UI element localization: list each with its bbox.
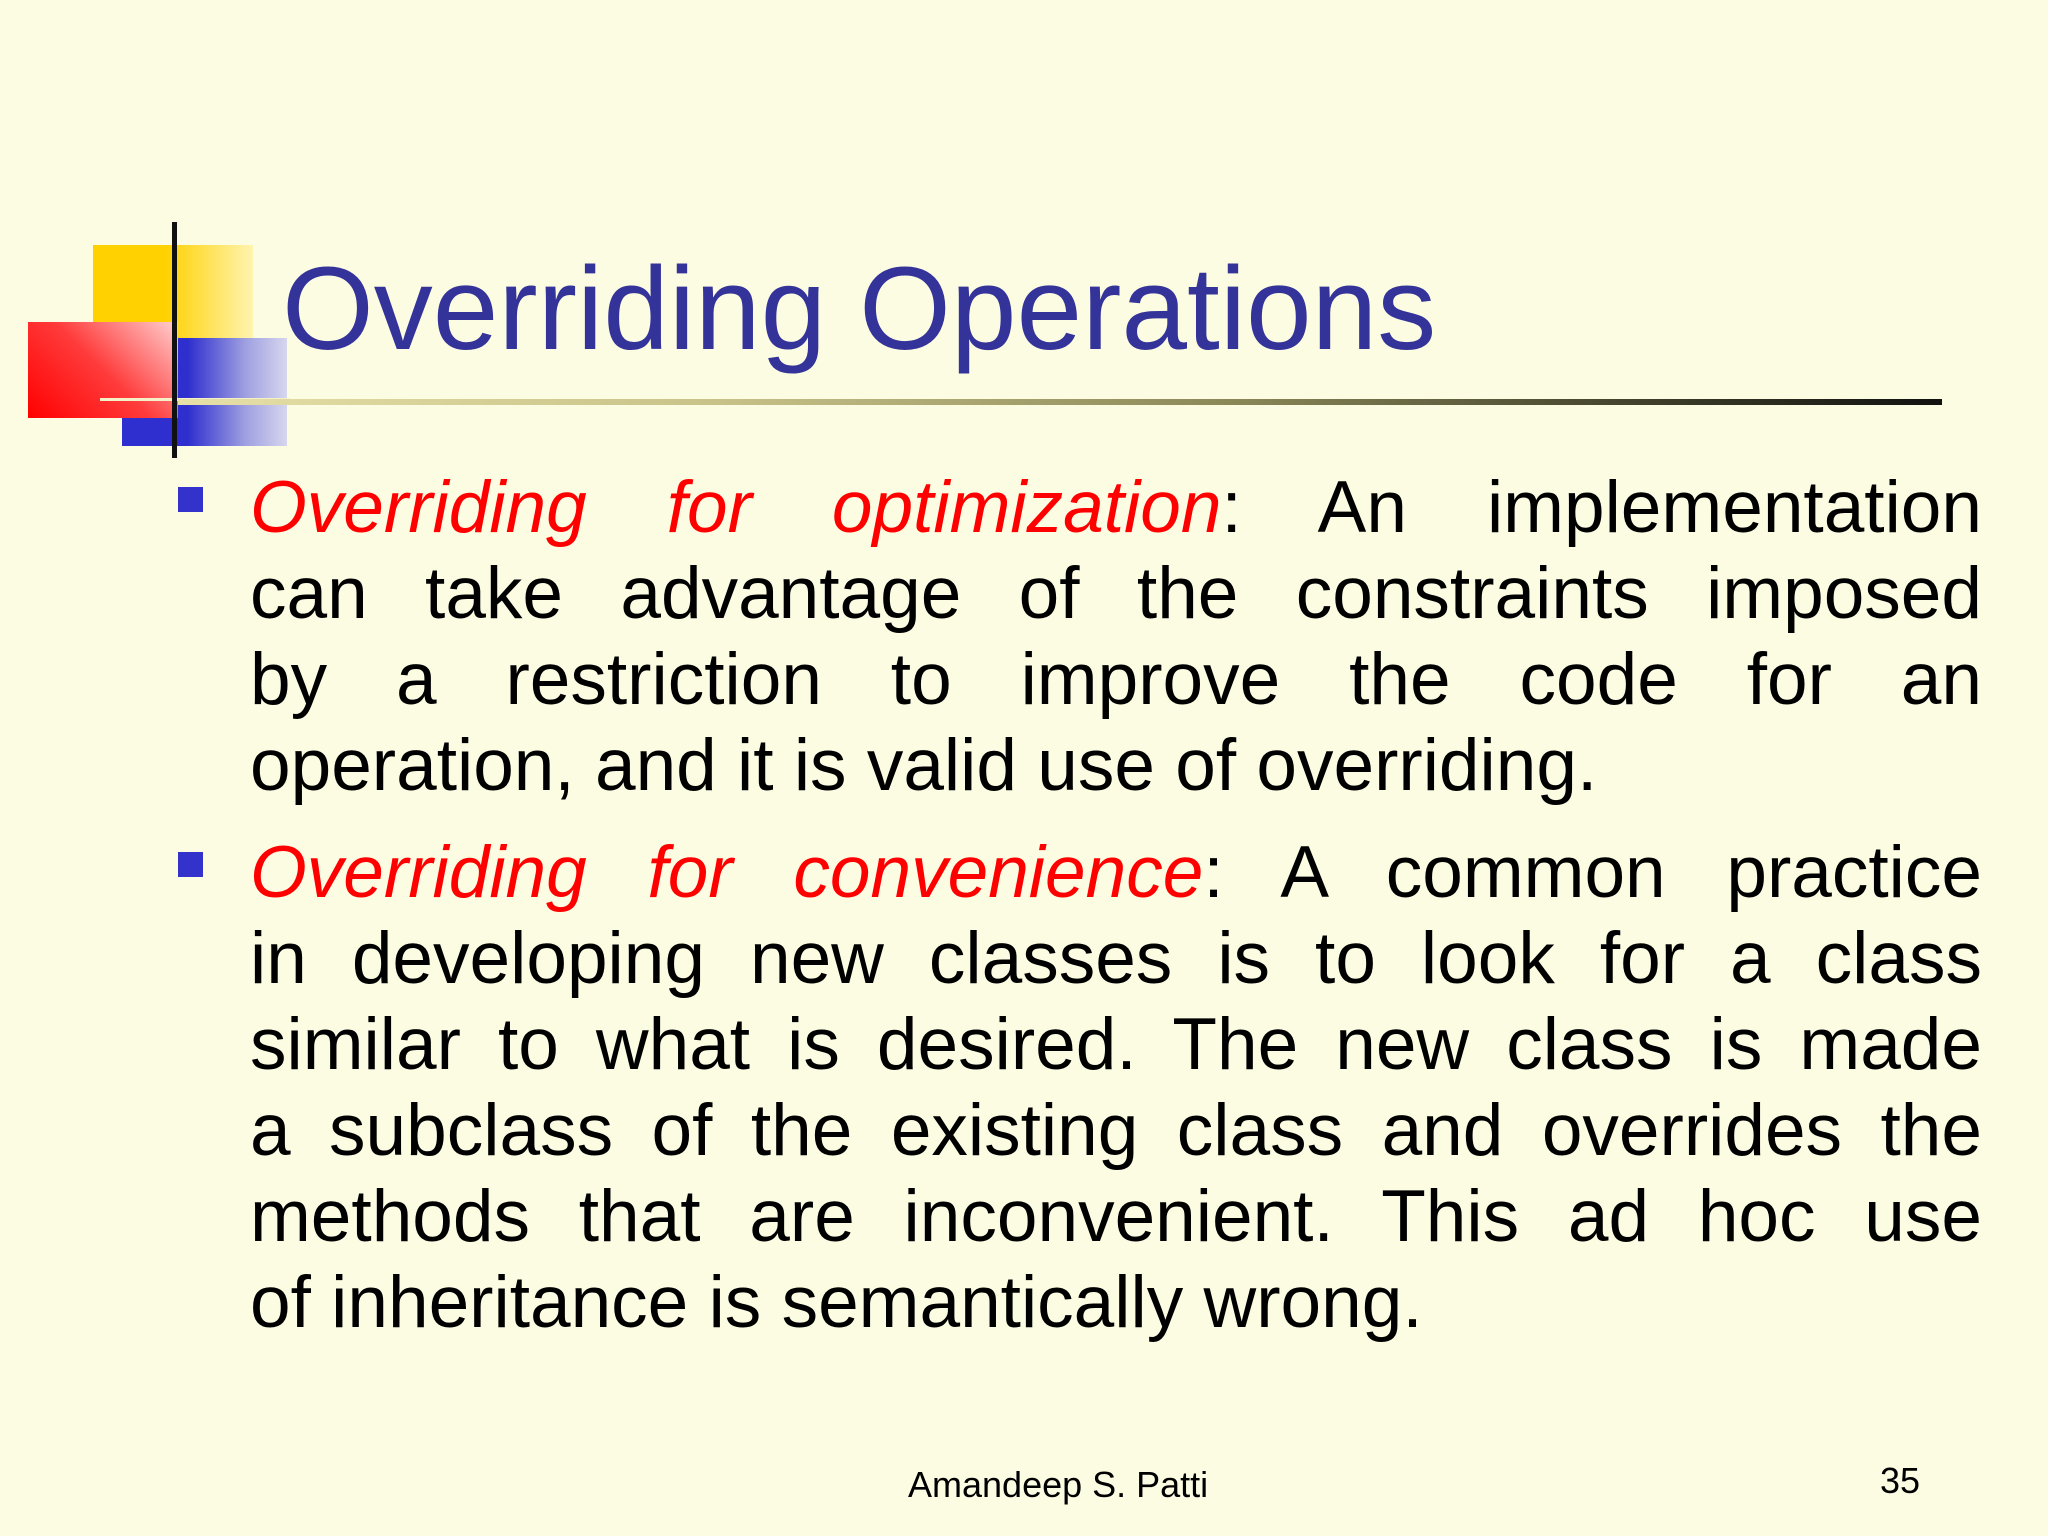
bullet-line: operation, and it is valid use of overriding. [250,725,1598,806]
bullet-line: methods that are inconvenient. This ad hoc use [250,1176,1982,1257]
bullet-line: of inheritance is semantically wrong. [250,1262,1423,1343]
slide-title: Overriding Operations [282,243,1437,375]
bullet-line [250,465,1982,551]
bullet-line: can take advantage of the constraints imposed [250,553,1982,634]
term-convenience: Overriding for convenience [250,832,1204,913]
bullet-text: : A common practice [1203,832,1982,913]
bullet-text: : An implementation [1221,467,1982,548]
bullet-square-icon [178,852,203,877]
term-optimization: Overriding for optimization [250,467,1222,548]
bullet-line: in developing new classes is to look for a class [250,918,1982,999]
page-number: 35 [1880,1460,1921,1501]
bullet-square-icon [178,487,203,512]
bullet-line: by a restriction to improve the code for an [250,639,1982,720]
bullet-line [250,830,1982,916]
bullet-line: a subclass of the existing class and overrides the [250,1090,1982,1171]
bullet-line: similar to what is desired. The new class is made [250,1004,1982,1085]
footer-author: Amandeep S. Patti [908,1464,1209,1505]
